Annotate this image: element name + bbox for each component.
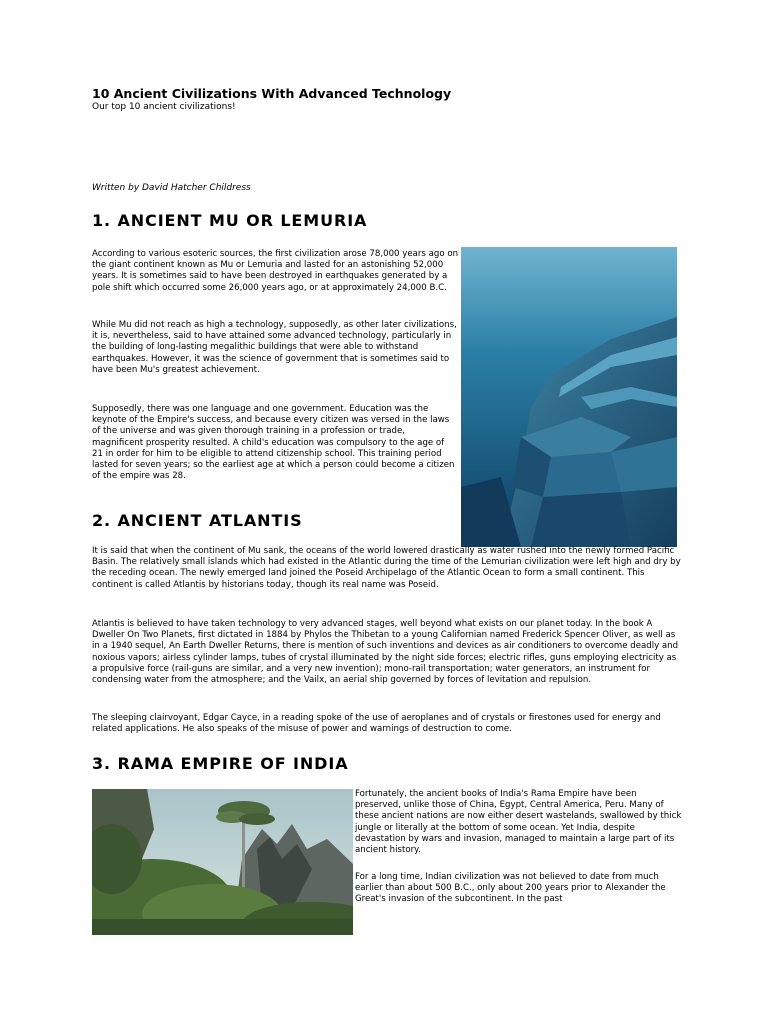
paragraph: Fortunately, the ancient books of India's Rama Empire have been preserved, unlike those of China, Egypt, Central America, Peru. Many of these ancient nations are now either desert wastelands, swallowed by thick jungle or literally at the bottom of some ocean. Yet India, despite devastation by wars and invasion, managed to maintain a large part of its ancient history. <box>355 789 682 856</box>
paragraph: While Mu did not reach as high a technology, supposedly, as other later civilizations, it is, nevertheless, said to have attained some advanced technology, particularly in the building of long-lasting megalithic buildings that were able to withstand earthquakes. However, it was the science of government that is sometimes said to have been Mu's greatest achievement. <box>92 320 457 375</box>
paragraph: For a long time, Indian civilization was not believed to date from much earlier than about 500 B.C., only about 200 years prior to Alexander the Great's invasion of the subcontinent. In the past <box>355 872 666 905</box>
paragraph: It is said that when the continent of Mu sank, the oceans of the world lowered drastically as water rushed into the newly formed Pacific Basin. The relatively small islands which had existed in the Atlantic during the time of the Lemurian civilization were left high and dry by the receding ocean. The newly emerged land joined the Poseid Archipelago of the Atlantic Ocean to form a small continent. This continent is called Atlantis by historians today, though its real name was Poseid. <box>92 546 681 590</box>
section-heading-atlantis: 2. ANCIENT ATLANTIS <box>92 511 303 530</box>
paragraph: According to various esoteric sources, the first civilization arose 78,000 years ago on the giant continent known as Mu or Lemuria and lasted for an astonishing 52,000 years. It is sometimes said to have been destroyed in earthquakes generated by a pole shift which occurred some 26,000 years ago, or at approximately 24,000 B.C. <box>92 249 459 293</box>
paragraph: The sleeping clairvoyant, Edgar Cayce, in a reading spoke of the use of aeroplanes and of crystals or firestones used for energy and related applications. He also speaks of the misuse of power and warnings of destruction to come. <box>92 713 661 735</box>
document-subtitle: Our top 10 ancient civilizations! <box>92 102 236 112</box>
section-heading-mu: 1. ANCIENT MU OR LEMURIA <box>92 211 368 230</box>
section-heading-rama: 3. RAMA EMPIRE OF INDIA <box>92 754 349 773</box>
paragraph: Atlantis is believed to have taken technology to very advanced stages, well beyond what exists on our planet today. In the book A Dweller On Two Planets, first dictated in 1884 by Phylos the Thibetan to a young Californian named Frederick Spencer Oliver, as well as in a 1940 sequel, An Earth Dweller Returns, there is mention of such inventions and devices as air conditioners to overcome deadly and noxious vapors; airless cylinder lamps, tubes of crystal illuminated by the night side forces; electric rifles, guns employing electricity as a propulsive force (rail-guns are similar, and a very new invention); mono-rail transportation; water generators, an instrument for condensing water from the atmosphere; and the Vailx, an aerial ship governed by forces of levitation and repulsion. <box>92 619 679 686</box>
document-title: 10 Ancient Civilizations With Advanced Technology <box>92 86 452 101</box>
author-byline: Written by David Hatcher Childress <box>92 183 251 193</box>
jungle-mountain-photo <box>92 789 353 935</box>
paragraph: Supposedly, there was one language and one government. Education was the keynote of the Empire's success, and because every citizen was versed in the laws of the universe and was given thorough training in a profession or trade, magnificent prosperity resulted. A child's education was compulsory to the age of 21 in order for him to be eligible to attend citizenship school. This training period lasted for seven years; so the earliest age at which a person could become a citizen of the empire was 28. <box>92 404 455 482</box>
underwater-ruins-photo <box>461 247 677 547</box>
